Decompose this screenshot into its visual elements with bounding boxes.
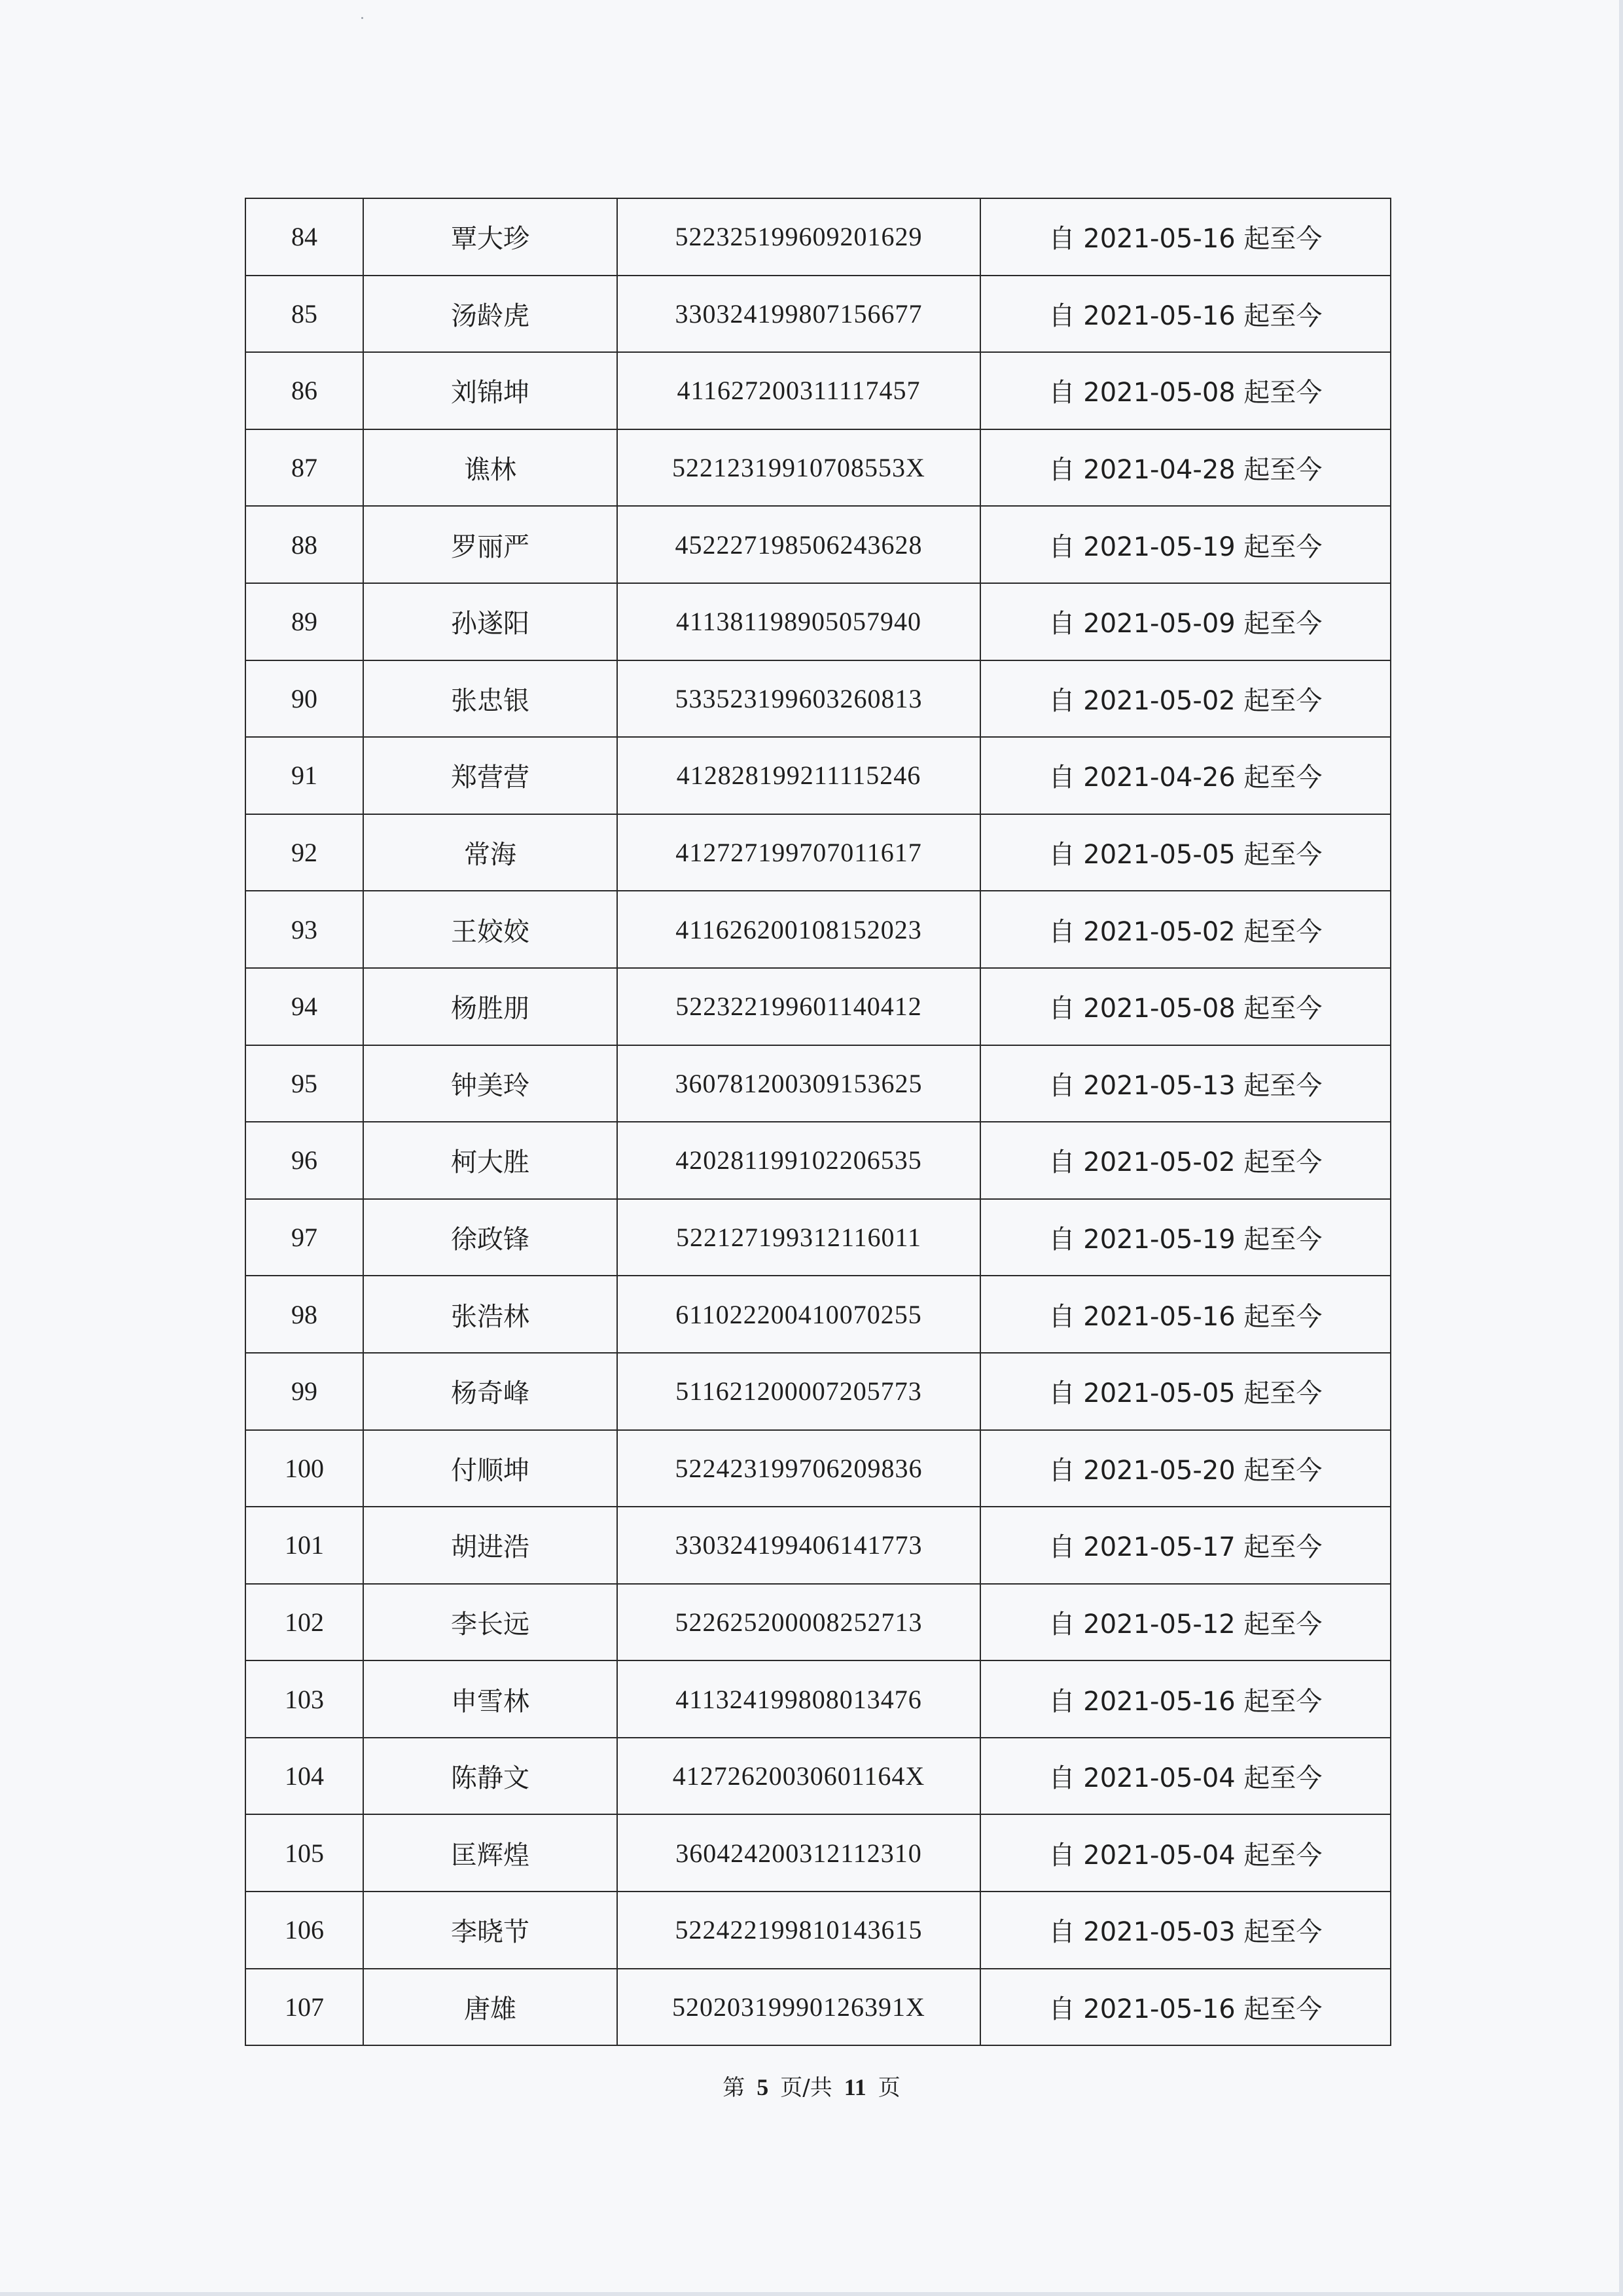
person-name-cell: 李晓节 (363, 1892, 617, 1969)
id-number-cell: 52212319910708553X (617, 429, 980, 507)
table-row (245, 1199, 1391, 1276)
period-cell: 自 2021-05-19 起至今 (980, 1199, 1391, 1276)
person-name-cell: 柯大胜 (363, 1122, 617, 1199)
table-row (245, 814, 1391, 891)
period-cell: 自 2021-05-16 起至今 (980, 1660, 1391, 1738)
id-number-cell: 611022200410070255 (617, 1276, 980, 1353)
page-footer (0, 2070, 1623, 2102)
table-row (245, 1584, 1391, 1661)
table-row (245, 198, 1391, 276)
row-number-cell: 86 (245, 352, 363, 429)
id-number-cell: 511621200007205773 (617, 1353, 980, 1430)
person-name-cell: 钟美玲 (363, 1045, 617, 1122)
table-row (245, 1353, 1391, 1430)
table-row (245, 1122, 1391, 1199)
page-footer-suffix: 页 (878, 2075, 901, 2101)
id-number-cell: 41272620030601164X (617, 1738, 980, 1815)
page-footer-middle: 页/共 (780, 2075, 832, 2101)
period-cell: 自 2021-05-16 起至今 (980, 198, 1391, 276)
id-number-cell: 420281199102206535 (617, 1122, 980, 1199)
table-row (245, 1276, 1391, 1353)
id-number-cell: 533523199603260813 (617, 660, 980, 738)
current-page-number: 5 (757, 2074, 769, 2100)
person-name-cell: 常海 (363, 814, 617, 891)
table-row (245, 276, 1391, 353)
scan-edge-bottom (0, 2292, 1623, 2296)
period-cell: 自 2021-05-13 起至今 (980, 1045, 1391, 1122)
person-name-cell: 罗丽严 (363, 506, 617, 583)
period-cell: 自 2021-05-05 起至今 (980, 814, 1391, 891)
person-name-cell: 匡辉煌 (363, 1814, 617, 1892)
period-cell: 自 2021-05-02 起至今 (980, 660, 1391, 738)
person-name-cell: 刘锦坤 (363, 352, 617, 429)
period-cell: 自 2021-05-16 起至今 (980, 1276, 1391, 1353)
id-number-cell: 522423199706209836 (617, 1430, 980, 1507)
row-number-cell: 104 (245, 1738, 363, 1815)
id-number-cell: 522322199601140412 (617, 968, 980, 1045)
person-name-cell: 杨胜朋 (363, 968, 617, 1045)
id-number-cell: 330324199406141773 (617, 1507, 980, 1584)
row-number-cell: 85 (245, 276, 363, 353)
id-number-cell: 522325199609201629 (617, 198, 980, 276)
period-cell: 自 2021-05-02 起至今 (980, 891, 1391, 968)
id-number-cell: 522422199810143615 (617, 1892, 980, 1969)
id-number-cell: 411626200108152023 (617, 891, 980, 968)
table-row (245, 737, 1391, 814)
table-row (245, 1430, 1391, 1507)
id-number-cell: 411627200311117457 (617, 352, 980, 429)
table-row (245, 660, 1391, 738)
row-number-cell: 96 (245, 1122, 363, 1199)
row-number-cell: 87 (245, 429, 363, 507)
table-row (245, 506, 1391, 583)
row-number-cell: 102 (245, 1584, 363, 1661)
row-number-cell: 93 (245, 891, 363, 968)
person-name-cell: 付顺坤 (363, 1430, 617, 1507)
person-name-cell: 汤龄虎 (363, 276, 617, 353)
row-number-cell: 92 (245, 814, 363, 891)
period-cell: 自 2021-05-09 起至今 (980, 583, 1391, 660)
personnel-table-body (245, 198, 1391, 2045)
person-name-cell: 张浩林 (363, 1276, 617, 1353)
period-cell: 自 2021-05-16 起至今 (980, 276, 1391, 353)
period-cell: 自 2021-05-08 起至今 (980, 352, 1391, 429)
row-number-cell: 91 (245, 737, 363, 814)
row-number-cell: 103 (245, 1660, 363, 1738)
table-row (245, 1814, 1391, 1892)
period-cell: 自 2021-05-03 起至今 (980, 1892, 1391, 1969)
person-name-cell: 徐政锋 (363, 1199, 617, 1276)
table-row (245, 891, 1391, 968)
period-cell: 自 2021-05-04 起至今 (980, 1814, 1391, 1892)
row-number-cell: 107 (245, 1969, 363, 2046)
scan-speck (361, 17, 363, 19)
person-name-cell: 王姣姣 (363, 891, 617, 968)
id-number-cell: 330324199807156677 (617, 276, 980, 353)
person-name-cell: 李长远 (363, 1584, 617, 1661)
id-number-cell: 522625200008252713 (617, 1584, 980, 1661)
table-row (245, 1738, 1391, 1815)
person-name-cell: 谯林 (363, 429, 617, 507)
person-name-cell: 陈静文 (363, 1738, 617, 1815)
person-name-cell: 唐雄 (363, 1969, 617, 2046)
row-number-cell: 101 (245, 1507, 363, 1584)
row-number-cell: 90 (245, 660, 363, 738)
person-name-cell: 孙遂阳 (363, 583, 617, 660)
period-cell: 自 2021-05-12 起至今 (980, 1584, 1391, 1661)
period-cell: 自 2021-04-28 起至今 (980, 429, 1391, 507)
id-number-cell: 411324199808013476 (617, 1660, 980, 1738)
table-row (245, 1507, 1391, 1584)
row-number-cell: 88 (245, 506, 363, 583)
id-number-cell: 411381198905057940 (617, 583, 980, 660)
row-number-cell: 94 (245, 968, 363, 1045)
period-cell: 自 2021-05-20 起至今 (980, 1430, 1391, 1507)
row-number-cell: 97 (245, 1199, 363, 1276)
person-name-cell: 覃大珍 (363, 198, 617, 276)
row-number-cell: 106 (245, 1892, 363, 1969)
id-number-cell: 412828199211115246 (617, 737, 980, 814)
period-cell: 自 2021-05-19 起至今 (980, 506, 1391, 583)
id-number-cell: 360424200312112310 (617, 1814, 980, 1892)
person-name-cell: 杨奇峰 (363, 1353, 617, 1430)
person-name-cell: 张忠银 (363, 660, 617, 738)
period-cell: 自 2021-05-05 起至今 (980, 1353, 1391, 1430)
row-number-cell: 100 (245, 1430, 363, 1507)
personnel-table (245, 198, 1391, 2046)
person-name-cell: 郑营营 (363, 737, 617, 814)
id-number-cell: 52020319990126391X (617, 1969, 980, 2046)
table-row (245, 352, 1391, 429)
row-number-cell: 95 (245, 1045, 363, 1122)
scan-edge-right (1619, 0, 1623, 2296)
period-cell: 自 2021-05-17 起至今 (980, 1507, 1391, 1584)
table-row (245, 1892, 1391, 1969)
total-page-count: 11 (844, 2074, 866, 2100)
table-row (245, 583, 1391, 660)
row-number-cell: 89 (245, 583, 363, 660)
id-number-cell: 360781200309153625 (617, 1045, 980, 1122)
period-cell: 自 2021-05-04 起至今 (980, 1738, 1391, 1815)
id-number-cell: 452227198506243628 (617, 506, 980, 583)
table-row (245, 1660, 1391, 1738)
person-name-cell: 申雪林 (363, 1660, 617, 1738)
table-row (245, 968, 1391, 1045)
period-cell: 自 2021-04-26 起至今 (980, 737, 1391, 814)
id-number-cell: 412727199707011617 (617, 814, 980, 891)
table-row (245, 1969, 1391, 2046)
table-row (245, 1045, 1391, 1122)
period-cell: 自 2021-05-02 起至今 (980, 1122, 1391, 1199)
period-cell: 自 2021-05-08 起至今 (980, 968, 1391, 1045)
row-number-cell: 98 (245, 1276, 363, 1353)
table-row (245, 429, 1391, 507)
page-footer-prefix: 第 (722, 2075, 745, 2101)
row-number-cell: 99 (245, 1353, 363, 1430)
period-cell: 自 2021-05-16 起至今 (980, 1969, 1391, 2046)
id-number-cell: 522127199312116011 (617, 1199, 980, 1276)
row-number-cell: 105 (245, 1814, 363, 1892)
row-number-cell: 84 (245, 198, 363, 276)
person-name-cell: 胡进浩 (363, 1507, 617, 1584)
